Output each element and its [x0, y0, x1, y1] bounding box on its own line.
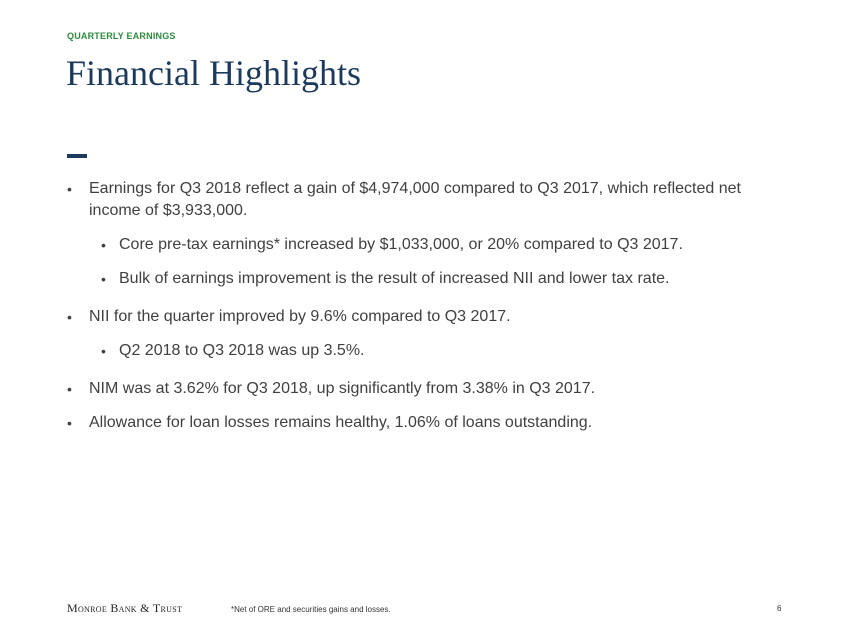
page-number: 6 — [777, 604, 782, 613]
sub-bullet-item — [67, 340, 787, 362]
bullet-dot: • — [101, 271, 106, 287]
title-accent-bar — [67, 154, 87, 158]
bullet-text: Core pre-tax earnings* increased by $1,033,000, or 20% compared to Q3 2017. — [119, 236, 683, 253]
bullet-item — [67, 378, 787, 400]
bullet-dot: • — [101, 237, 106, 253]
footnote: *Net of ORE and securities gains and losses. — [231, 605, 391, 614]
sub-bullet-item — [67, 234, 787, 256]
bullet-text: NIM was at 3.62% for Q3 2018, up significantly from 3.38% in Q3 2017. — [89, 380, 596, 397]
bullet-dot: • — [67, 415, 72, 431]
bullet-text: Allowance for loan losses remains healthy, 1.06% of loans outstanding. — [89, 414, 593, 431]
sub-bullet-item — [67, 268, 787, 290]
bullet-list — [67, 178, 787, 434]
bullet-dot: • — [67, 181, 72, 197]
bullet-dot: • — [67, 309, 72, 325]
bullet-item — [67, 306, 787, 328]
bullet-text: Earnings for Q3 2018 reflect a gain of $4,974,000 compared to Q3 2017, which reflected net income of $3,933,000. — [89, 180, 741, 219]
bullet-dot: • — [67, 381, 72, 397]
bullet-item — [67, 412, 787, 434]
bullet-text: Bulk of earnings improvement is the result of increased NII and lower tax rate. — [119, 270, 670, 287]
page-title: Financial Highlights — [66, 53, 361, 93]
company-logo: Monroe Bank & Trust — [67, 601, 183, 615]
bullet-dot: • — [101, 343, 106, 359]
section-label: QUARTERLY EARNINGS — [67, 31, 176, 41]
bullet-item — [67, 178, 787, 222]
bullet-text: NII for the quarter improved by 9.6% compared to Q3 2017. — [89, 308, 511, 325]
bullet-text: Q2 2018 to Q3 2018 was up 3.5%. — [119, 342, 365, 359]
